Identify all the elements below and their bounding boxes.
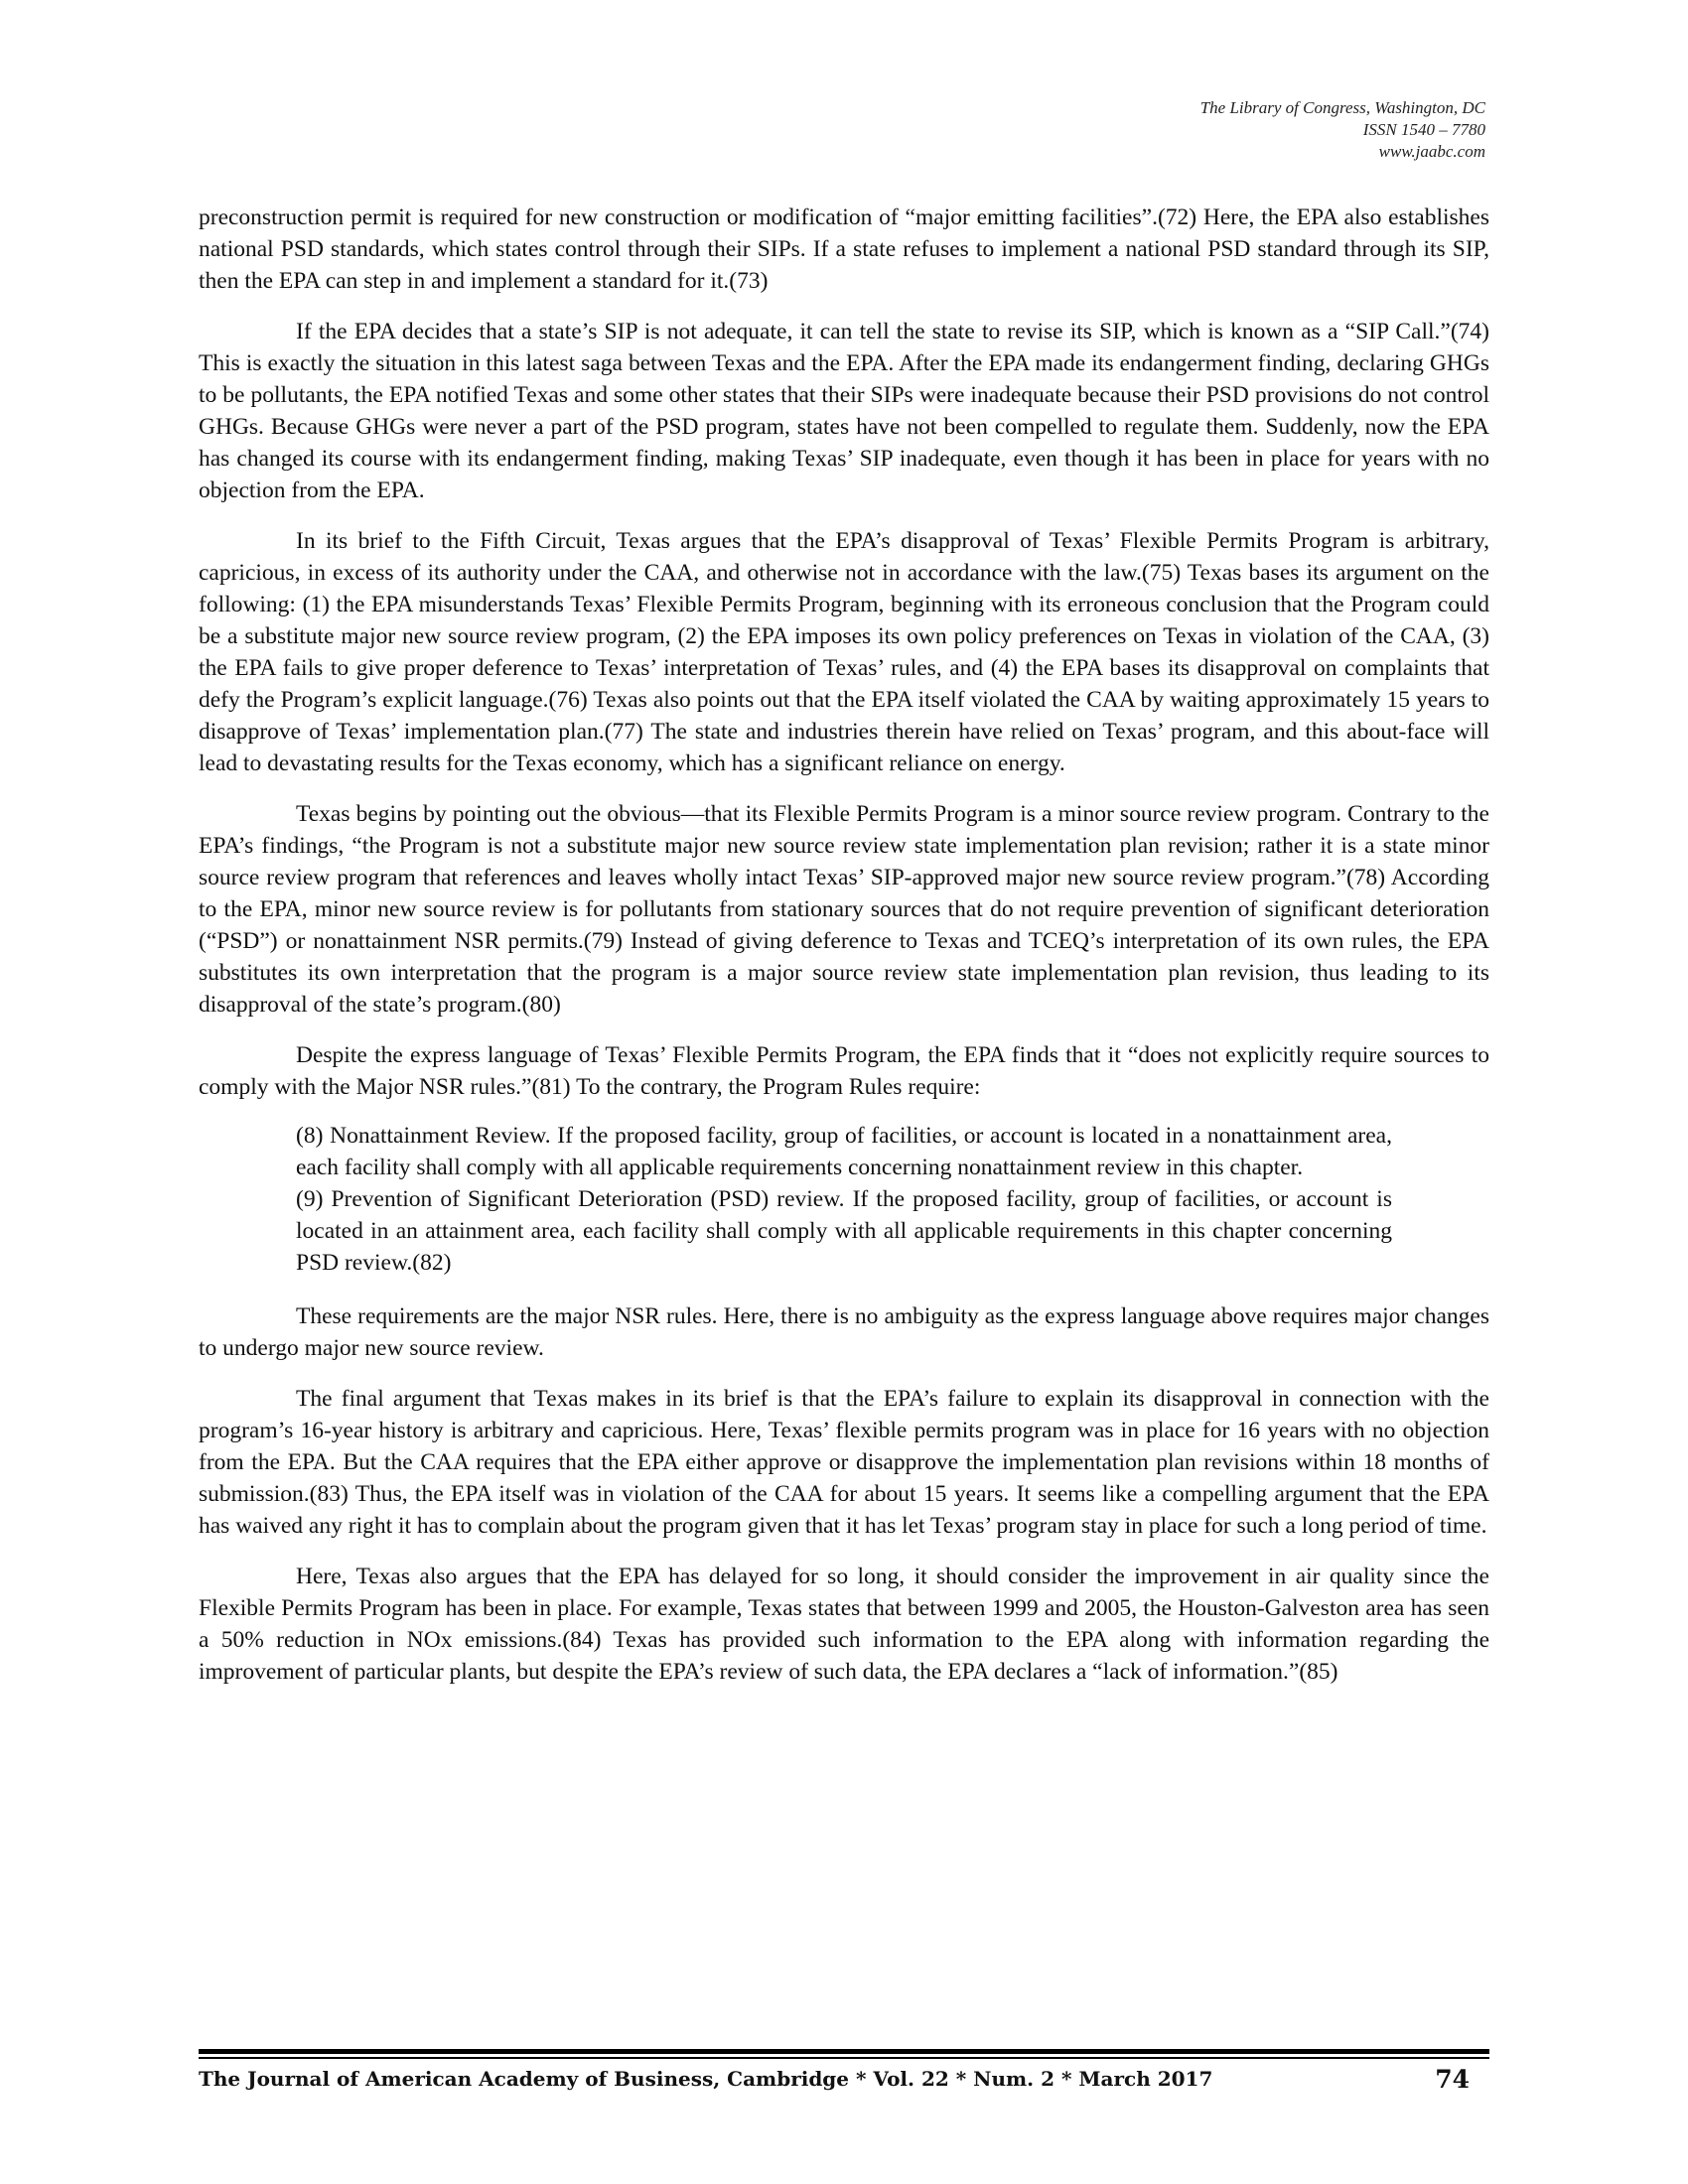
paragraph: These requirements are the major NSR rules. Here, there is no ambiguity as the express language above requires major changes to undergo major new source review.	[199, 1303, 1489, 1361]
footer-journal-citation: The Journal of American Academy of Business, Cambridge * Vol. 22 * Num. 2 * March 2017	[199, 2067, 1213, 2091]
paragraph: The final argument that Texas makes in its brief is that the EPA’s failure to explain its disapproval in connection with the program’s 16-year history is arbitrary and capricious. Here, Texas’ flexible permits program was in place for 16 years with no objection from the EPA. But the CAA requires that the EPA either approve or disapprove the implementation plan revisions within 18 months of submission.(83) Thus, the EPA itself was in violation of the CAA for about 15 years. It seems like a compelling argument that the EPA has waived any right it has to complain about the program given that it has let Texas’ program stay in place for such a long period of time.	[199, 1386, 1489, 1539]
paragraph: Here, Texas also argues that the EPA has delayed for so long, it should consider the improvement in air quality since the Flexible Permits Program has been in place. For example, Texas states that between 1999 and 2005, the Houston-Galveston area has seen a 50% reduction in NOx emissions.(84) Texas has provided such information to the EPA along with information regarding the improvement of particular plants, but despite the EPA’s review of such data, the EPA declares a “lack of information.”(85)	[199, 1564, 1489, 1685]
paragraph: Despite the express language of Texas’ Flexible Permits Program, the EPA finds that it “does not explicitly require sources to comply with the Major NSR rules.”(81) To the contrary, the Program Rules require:	[199, 1042, 1489, 1100]
page-header	[1200, 97, 1485, 163]
paragraph: In its brief to the Fifth Circuit, Texas argues that the EPA’s disapproval of Texas’ Flexible Permits Program is arbitrary, capricious, in excess of its authority under the CAA, and otherwise not in accordance with the law.(75) Texas bases its argument on the following: (1) the EPA misunderstands Texas’ Flexible Permits Program, beginning with its erroneous conclusion that the Program could be a substitute major new source review program, (2) the EPA imposes its own policy preferences on Texas in violation of the CAA, (3) the EPA fails to give proper deference to Texas’ interpretation of Texas’ rules, and (4) the EPA bases its disapproval on complaints that defy the Program’s explicit language.(76) Texas also points out that the EPA itself violated the CAA by waiting approximately 15 years to disapprove of Texas’ implementation plan.(77) The state and industries therein have relied on Texas’ program, and this about-face will lead to devastating results for the Texas economy, which has a significant reliance on energy.	[199, 528, 1489, 776]
block-quote	[296, 1120, 1392, 1279]
header-line-issn: ISSN 1540 – 7780	[1362, 120, 1485, 139]
paragraph: If the EPA decides that a state’s SIP is not adequate, it can tell the state to revise its SIP, which is known as a “SIP Call.”(74) This is exactly the situation in this latest saga between Texas and the EPA. After the EPA made its endangerment finding, declaring GHGs to be pollutants, the EPA notified Texas and some other states that their SIPs were inadequate because their PSD provisions do not control GHGs. Because GHGs were never a part of the PSD program, states have not been compelled to regulate them. Suddenly, now the EPA has changed its course with its endangerment finding, making Texas’ SIP inadequate, even though it has been in place for years with no objection from the EPA.	[199, 319, 1489, 503]
page-footer	[199, 2063, 1489, 2103]
quote-item-psd: (9) Prevention of Significant Deterioration (PSD) review. If the proposed facility, group of facilities, or account is located in an attainment area, each facility shall comply with all applicable requirements in this chapter concerning PSD review.(82)	[296, 1186, 1392, 1276]
header-line-website: www.jaabc.com	[1378, 142, 1485, 161]
paragraph: Texas begins by pointing out the obvious—that its Flexible Permits Program is a minor source review program. Contrary to the EPA’s findings, “the Program is not a substitute major new source review state implementation plan revision; rather it is a state minor source review program that references and leaves wholly intact Texas’ SIP-approved major new source review program.”(78) According to the EPA, minor new source review is for pollutants from stationary sources that do not require prevention of significant deterioration (“PSD”) or nonattainment NSR permits.(79) Instead of giving deference to Texas and TCEQ’s interpretation of its own rules, the EPA substitutes its own interpretation that the program is a major source review state implementation plan revision, thus leading to its disapproval of the state’s program.(80)	[199, 801, 1489, 1018]
page-number: 74	[1435, 2065, 1470, 2094]
footer-divider-thin	[199, 2057, 1489, 2059]
paragraph: preconstruction permit is required for new construction or modification of “major emitting facilities”.(72) Here, the EPA also establishes national PSD standards, which states control through their SIPs. If a state refuses to implement a national PSD standard through its SIP, then the EPA can step in and implement a standard for it.(73)	[199, 205, 1489, 294]
header-line-publisher: The Library of Congress, Washington, DC	[1199, 98, 1485, 117]
article-body	[199, 202, 1489, 1706]
footer-divider-thick	[199, 2049, 1489, 2054]
quote-item-nonattainment: (8) Nonattainment Review. If the proposed facility, group of facilities, or account is located in a nonattainment area, each facility shall comply with all applicable requirements concerning nonattainment review in this chapter.	[296, 1123, 1392, 1180]
